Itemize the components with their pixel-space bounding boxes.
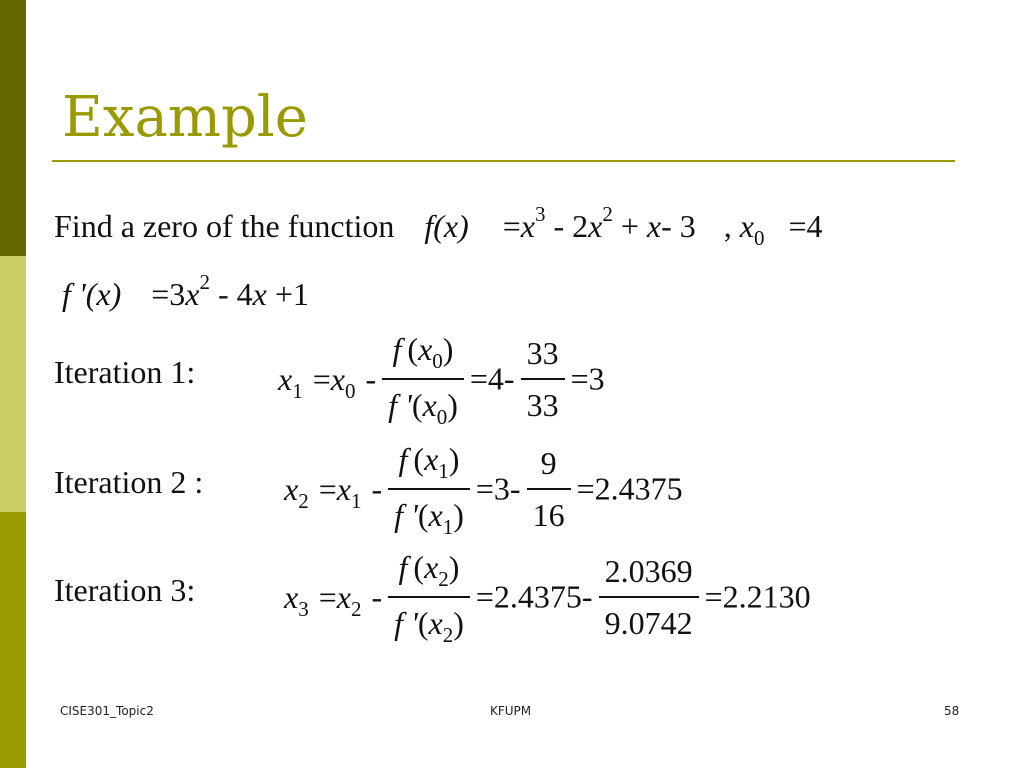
derivative-symbol: f ' (388, 387, 412, 423)
minus-sign: - (509, 470, 521, 507)
minus-sign: - (503, 360, 515, 397)
fraction-denominator: 9.0742 (604, 605, 693, 641)
var: x (422, 387, 437, 423)
fraction-numerator: 2.0369 (604, 553, 693, 589)
footer-course: CISE301_Topic2 (60, 704, 154, 718)
term-x: x (520, 208, 535, 244)
paren: ( (417, 497, 429, 533)
paren: ( (407, 331, 419, 367)
derivative-name: f '(x) (62, 276, 122, 312)
current-value: 3 (493, 470, 510, 507)
slide-title: Example (62, 85, 308, 150)
iteration-label: Iteration 1: (54, 354, 196, 390)
paren: ( (413, 549, 425, 585)
fraction-denominator (388, 598, 470, 646)
coefficient: 4 (236, 276, 253, 312)
var: x (428, 497, 443, 533)
subscript: 1 (442, 515, 454, 539)
paren: ) (442, 331, 454, 367)
rhs-var: x (336, 578, 351, 615)
equals-sign: = (570, 360, 589, 397)
initial-guess-var: x (739, 208, 754, 244)
iteration-result: 2.4375 (594, 470, 683, 507)
fraction-numerator (393, 548, 466, 596)
operator: - (553, 208, 565, 244)
current-value: 2.4375 (493, 578, 582, 615)
fraction-numerator: 33 (526, 335, 559, 371)
paren: ( (417, 605, 429, 641)
numeric-fraction (521, 334, 565, 424)
func-symbol: f (398, 441, 408, 477)
equals-sign: = (788, 208, 807, 244)
numeric-fraction (599, 552, 699, 642)
function-name: f(x) (424, 208, 469, 244)
term-x: x (252, 276, 267, 312)
exponent: 2 (602, 202, 613, 226)
var: x (424, 441, 439, 477)
iteration-result: 2.2130 (722, 578, 811, 615)
exponent: 3 (535, 202, 546, 226)
equals-sign: = (475, 470, 494, 507)
newton-fraction (388, 548, 470, 646)
term-x: x (588, 208, 603, 244)
var: x (428, 605, 443, 641)
iteration-expression (278, 330, 605, 430)
equals-sign: = (151, 276, 170, 312)
iteration-expression (284, 548, 811, 648)
equals-sign: = (502, 208, 521, 244)
lhs-var: x (284, 470, 299, 507)
fraction-denominator (382, 380, 464, 428)
derivative-symbol: f ' (394, 605, 418, 641)
lhs-var: x (284, 578, 299, 615)
sidebar-block-olive (0, 512, 26, 768)
subscript: 1 (292, 378, 303, 403)
subscript: 2 (438, 567, 449, 591)
equals-sign: = (475, 578, 494, 615)
minus-sign: - (371, 578, 383, 615)
paren: ) (447, 387, 458, 423)
iteration-expression (284, 440, 683, 540)
footer-institution: KFUPM (490, 704, 532, 718)
subscript: 0 (344, 378, 356, 403)
minus-sign: - (581, 578, 593, 615)
operator: + (274, 276, 293, 312)
equals-sign: = (318, 578, 337, 615)
subscript: 0 (753, 226, 765, 250)
equals-sign: = (704, 578, 723, 615)
footer-page-number: 58 (944, 704, 960, 718)
func-symbol: f (398, 549, 408, 585)
separator: , (723, 208, 732, 244)
rhs-var: x (330, 360, 345, 397)
fraction-denominator (388, 490, 470, 538)
var: x (424, 549, 439, 585)
coefficient: 2 (572, 208, 589, 244)
equals-sign: = (318, 470, 337, 507)
iteration-result: 3 (588, 360, 605, 397)
term-x: x (646, 208, 662, 244)
iteration-label: Iteration 2 : (54, 464, 204, 500)
subscript: 2 (442, 623, 454, 647)
rhs-var: x (336, 470, 351, 507)
paren: ) (448, 549, 460, 585)
subscript: 2 (350, 596, 362, 621)
numeric-fraction (527, 444, 571, 534)
iteration-label: Iteration 3: (54, 572, 196, 608)
coefficient: 3 (169, 276, 186, 312)
operator: + (620, 208, 639, 244)
minus-sign: - (371, 470, 383, 507)
subscript: 0 (432, 349, 443, 373)
subscript: 1 (438, 459, 449, 483)
derivative-symbol: f ' (394, 497, 418, 533)
derivative-statement (62, 270, 309, 318)
operator: - (218, 276, 229, 312)
fraction-numerator: 9 (540, 445, 557, 481)
fraction-denominator: 16 (532, 497, 565, 533)
sidebar-block-dark (0, 0, 26, 256)
subscript: 0 (436, 405, 448, 429)
newton-fraction (388, 440, 470, 538)
fraction-numerator (393, 440, 466, 488)
var: x (418, 331, 433, 367)
newton-fraction (382, 330, 464, 428)
paren: ( (413, 441, 425, 477)
current-value: 4 (487, 360, 504, 397)
fraction-numerator (387, 330, 460, 378)
title-underline (52, 160, 955, 162)
minus-sign: - (365, 360, 377, 397)
exponent: 2 (199, 270, 210, 294)
term-x: x (185, 276, 200, 312)
fraction-denominator: 33 (526, 387, 559, 423)
equals-sign: = (576, 470, 595, 507)
subscript: 1 (350, 488, 362, 513)
subscript: 2 (298, 488, 309, 513)
paren: ) (453, 605, 464, 641)
initial-guess-value: 4 (806, 208, 823, 244)
operator: - (661, 208, 672, 244)
slide-sidebar (0, 0, 26, 768)
equals-sign: = (469, 360, 488, 397)
lhs-var: x (278, 360, 293, 397)
constant: 3 (679, 208, 696, 244)
func-symbol: f (392, 331, 402, 367)
equals-sign: = (312, 360, 331, 397)
sidebar-block-light (0, 256, 26, 512)
subscript: 3 (298, 596, 309, 621)
problem-statement (54, 202, 823, 250)
paren: ) (448, 441, 460, 477)
paren: ) (453, 497, 464, 533)
problem-prefix: Find a zero of the function (54, 208, 395, 244)
constant: 1 (292, 276, 309, 312)
paren: ( (411, 387, 423, 423)
